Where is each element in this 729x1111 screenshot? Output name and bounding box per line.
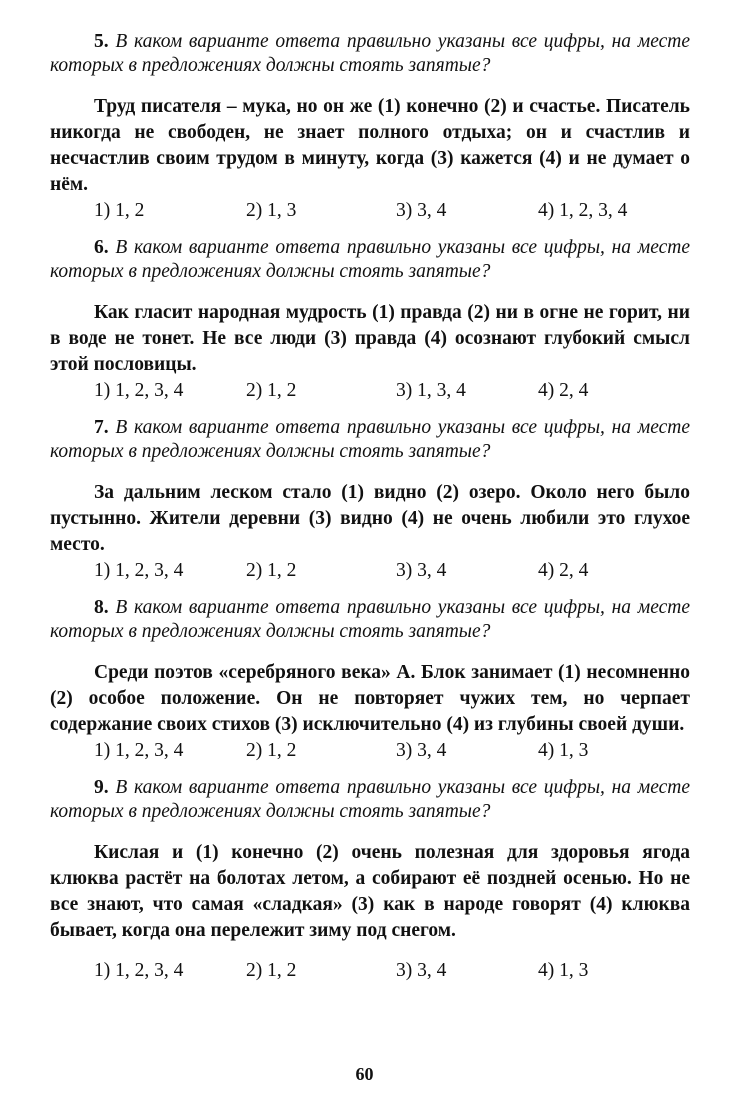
question (50, 596, 690, 644)
answer-options (94, 378, 690, 404)
option-2[interactable]: 2) 1, 2 (246, 380, 297, 401)
option-2[interactable]: 2) 1, 2 (246, 960, 297, 981)
option-1[interactable]: 1) 1, 2, 3, 4 (94, 960, 184, 981)
question-text: В каком варианте ответа правильно указаны все цифры, на месте которых в предложениях должны стоять запятые? (50, 31, 691, 76)
option-2[interactable]: 2) 1, 2 (246, 560, 297, 581)
passage: За дальним леском стало (1) видно (2) озеро. Около него было пустынно. Жители деревни (3) видно (4) не очень любили это глухое место. (50, 482, 690, 555)
task-number: 6. (94, 237, 109, 258)
option-4[interactable]: 4) 2, 4 (538, 380, 589, 401)
option-2[interactable]: 2) 1, 2 (246, 740, 297, 761)
task-7 (50, 416, 690, 584)
option-4[interactable]: 4) 1, 3 (538, 740, 589, 761)
option-3[interactable]: 3) 3, 4 (396, 560, 447, 581)
passage: Труд писателя – мука, но он же (1) конечно (2) и счастье. Писатель никогда не свободен, не знает полного отдыха; он и счастлив и несчастлив своим трудом в минуту, когда (3) кажется (4) и не думает о нём. (50, 96, 690, 195)
question-text: В каком варианте ответа правильно указаны все цифры, на месте которых в предложениях должны стоять запятые? (50, 417, 691, 462)
answer-options (94, 738, 690, 764)
answer-options (94, 958, 690, 984)
task-number: 9. (94, 777, 109, 798)
option-2[interactable]: 2) 1, 3 (246, 200, 297, 221)
option-1[interactable]: 1) 1, 2, 3, 4 (94, 380, 184, 401)
option-3[interactable]: 3) 3, 4 (396, 200, 447, 221)
option-1[interactable]: 1) 1, 2, 3, 4 (94, 560, 184, 581)
answer-options (94, 558, 690, 584)
option-3[interactable]: 3) 3, 4 (396, 960, 447, 981)
task-number: 5. (94, 31, 109, 52)
task-5 (50, 30, 690, 224)
page-content (50, 30, 690, 996)
page-number: 60 (355, 1064, 374, 1084)
passage: Кислая и (1) конечно (2) очень полезная для здоровья ягода клюква растёт на болотах летом, а собирают её поздней осенью. Но не все знают, что самая «сладкая» (3) как в народе говорят (4) клюква бывает, когда она перележит зиму под снегом. (50, 842, 690, 941)
task-number: 8. (94, 597, 109, 618)
question-text: В каком варианте ответа правильно указаны все цифры, на месте которых в предложениях должны стоять запятые? (50, 597, 691, 642)
question (50, 776, 690, 824)
answer-options (94, 198, 690, 224)
question (50, 416, 690, 464)
option-4[interactable]: 4) 1, 3 (538, 960, 589, 981)
option-1[interactable]: 1) 1, 2 (94, 200, 145, 221)
option-3[interactable]: 3) 1, 3, 4 (396, 380, 466, 401)
question (50, 236, 690, 284)
option-3[interactable]: 3) 3, 4 (396, 740, 447, 761)
option-1[interactable]: 1) 1, 2, 3, 4 (94, 740, 184, 761)
option-4[interactable]: 4) 2, 4 (538, 560, 589, 581)
question (50, 30, 690, 78)
task-number: 7. (94, 417, 109, 438)
question-text: В каком варианте ответа правильно указаны все цифры, на месте которых в предложениях должны стоять запятые? (50, 777, 691, 822)
question-text: В каком варианте ответа правильно указаны все цифры, на месте которых в предложениях должны стоять запятые? (50, 237, 691, 282)
task-8 (50, 596, 690, 764)
passage: Среди поэтов «серебряного века» А. Блок занимает (1) несомненно (2) особое положение. Он не повторяет чужих тем, но черпает содержание своих стихов (3) исключительно (4) из глубины своей души. (50, 662, 690, 735)
task-6 (50, 236, 690, 404)
task-9 (50, 776, 690, 984)
option-4[interactable]: 4) 1, 2, 3, 4 (538, 200, 628, 221)
passage: Как гласит народная мудрость (1) правда (2) ни в огне не горит, ни в воде не тонет. Не все люди (3) правда (4) осознают глубокий смысл этой пословицы. (50, 302, 690, 375)
